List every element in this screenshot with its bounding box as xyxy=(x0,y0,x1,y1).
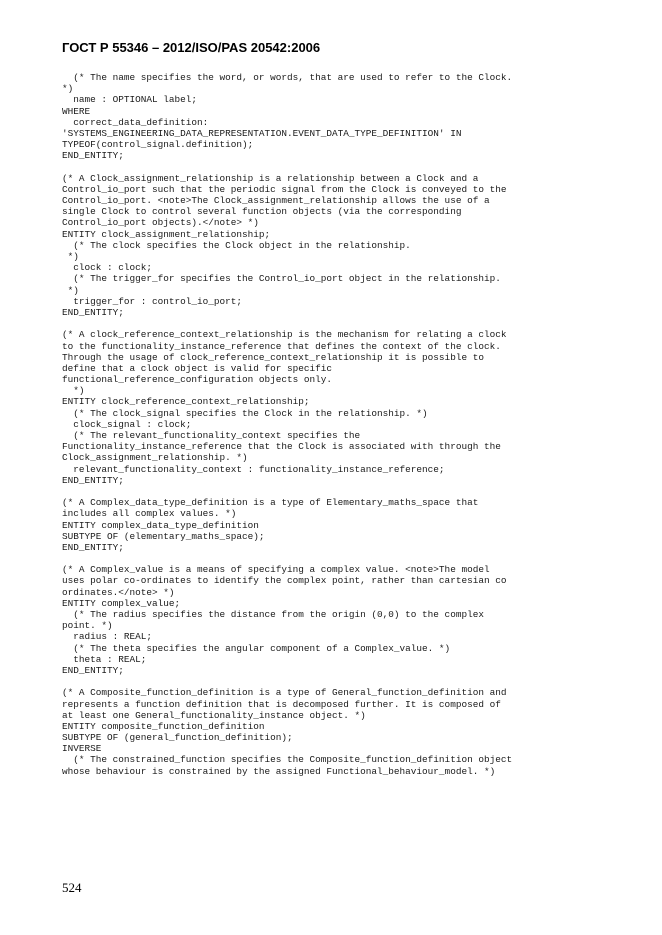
code-line: (* The clock specifies the Clock object in the relationship. xyxy=(62,239,411,251)
code-line: INVERSE xyxy=(62,743,102,755)
code-block xyxy=(62,329,602,486)
code-block xyxy=(62,173,602,318)
code-line: whose behaviour is constrained by the assigned Functional_behaviour_model. *) xyxy=(62,765,496,777)
block-separator xyxy=(62,318,602,329)
code-line: ENTITY complex_value; xyxy=(62,597,181,609)
code-line: ENTITY complex_data_type_definition xyxy=(62,519,259,531)
code-line: at least one General_functionality_instance object. *) xyxy=(62,709,366,721)
code-line: ordinates.</note> *) xyxy=(62,586,175,598)
code-line: relevant_functionality_context : functionality_instance_reference; xyxy=(62,463,445,475)
code-line: radius : REAL; xyxy=(62,631,153,643)
code-line: (* The clock_signal specifies the Clock in the relationship. *) xyxy=(62,407,428,419)
code-block xyxy=(62,687,602,777)
code-line: END_ENTITY; xyxy=(62,541,124,553)
code-line: ENTITY clock_reference_context_relationship; xyxy=(62,396,310,408)
code-line: point. *) xyxy=(62,620,113,632)
code-line: represents a function definition that is decomposed further. It is composed of xyxy=(62,698,501,710)
code-line: *) xyxy=(62,251,79,262)
code-line: includes all complex values. *) xyxy=(62,508,237,520)
code-line: Through the usage of clock_reference_context_relationship it is possible to xyxy=(62,351,484,363)
code-line: WHERE xyxy=(62,105,91,117)
code-line: name : OPTIONAL label; xyxy=(62,94,198,106)
code-line: END_ENTITY; xyxy=(62,474,124,486)
code-line: clock_signal : clock; xyxy=(62,418,192,430)
block-separator xyxy=(62,486,602,497)
code-line: *) xyxy=(62,284,79,296)
code-line: END_ENTITY; xyxy=(62,150,124,162)
code-line: ENTITY clock_assignment_relationship; xyxy=(62,228,271,240)
code-line: (* The radius specifies the distance from the origin (0,0) to the complex xyxy=(62,609,484,620)
code-line: Functionality_instance_reference that the Clock is associated with through the xyxy=(62,441,501,453)
code-line: SUBTYPE OF (elementary_maths_space); xyxy=(62,530,265,542)
code-block xyxy=(62,72,602,162)
document-header: ГОСТ Р 55346 – 2012/ISO/PAS 20542:2006 xyxy=(62,40,321,55)
code-line: define that a clock object is valid for specific xyxy=(62,362,333,374)
code-line: (* A clock_reference_context_relationship is the mechanism for relating a clock xyxy=(62,329,507,341)
code-line: correct_data_definition: xyxy=(62,116,209,128)
code-line: (* The relevant_functionality_context specifies the xyxy=(62,430,361,441)
code-line: (* The theta specifies the angular component of a Complex_value. *) xyxy=(62,642,451,654)
code-block xyxy=(62,497,602,553)
block-separator xyxy=(62,676,602,687)
page-number: 524 xyxy=(62,880,82,895)
code-line: uses polar co-ordinates to identify the complex point, rather than cartesian co xyxy=(62,575,507,587)
code-line: clock : clock; xyxy=(62,262,153,274)
code-line: (* A Complex_data_type_definition is a type of Elementary_maths_space that xyxy=(62,497,479,509)
code-line: Control_io_port. <note>The Clock_assignment_relationship allows the use of a xyxy=(62,195,490,207)
code-line: to the functionality_instance_reference that defines the context of the clock. xyxy=(62,340,501,352)
code-line: (* A Clock_assignment_relationship is a relationship between a Clock and a xyxy=(62,172,479,184)
code-line: 'SYSTEMS_ENGINEERING_DATA_REPRESENTATION.EVENT_DATA_TYPE_DEFINITION' IN xyxy=(62,127,462,139)
code-line: SUBTYPE OF (general_function_definition); xyxy=(62,732,293,744)
express-code-listing xyxy=(62,72,602,777)
code-line: Control_io_port objects).</note> *) xyxy=(62,217,259,229)
code-line: END_ENTITY; xyxy=(62,664,124,676)
code-line: trigger_for : control_io_port; xyxy=(62,295,243,307)
block-separator xyxy=(62,162,602,173)
code-line: (* A Composite_function_definition is a type of General_function_definition and xyxy=(62,687,507,699)
code-line: (* The constrained_function specifies the Composite_function_definition object xyxy=(62,754,513,766)
code-block xyxy=(62,564,602,676)
code-line: (* The trigger_for specifies the Control_io_port object in the relationship. xyxy=(62,273,501,285)
code-line: (* A Complex_value is a means of specifying a complex value. <note>The model xyxy=(62,564,490,576)
code-line: theta : REAL; xyxy=(62,653,147,665)
code-line: END_ENTITY; xyxy=(62,306,124,318)
code-line: (* The name specifies the word, or words, that are used to refer to the Clock. xyxy=(62,72,513,83)
code-line: *) xyxy=(62,385,85,397)
code-line: Clock_assignment_relationship. *) xyxy=(62,452,248,464)
code-line: *) xyxy=(62,83,74,95)
code-line: single Clock to control several function objects (via the corresponding xyxy=(62,206,462,218)
code-line: ENTITY composite_function_definition xyxy=(62,720,265,732)
code-line: TYPEOF(control_signal.definition); xyxy=(62,139,254,151)
code-line: Control_io_port such that the periodic signal from the Clock is conveyed to the xyxy=(62,183,507,195)
code-line: functional_reference_configuration objects only. xyxy=(62,374,333,386)
block-separator xyxy=(62,553,602,564)
